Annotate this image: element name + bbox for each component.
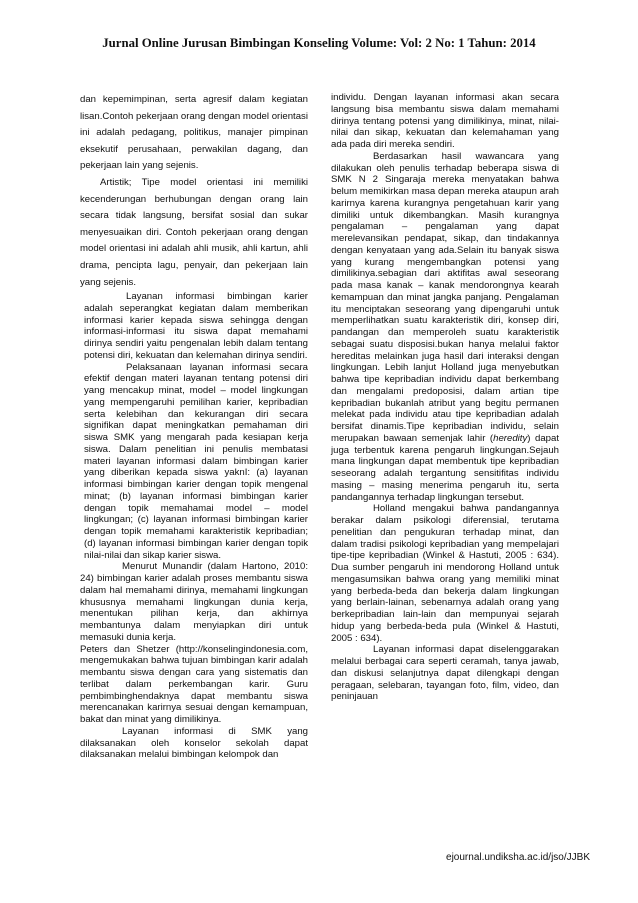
paragraph-text: Berdasarkan hasil wawancara yang dilakukan oleh penulis terhadap beberapa siswa di SMK N 2 Singaraja mereka menyatakan bahwa belum memikirkan masa depan mereka ataupun arah karirnya karena kurangnya pengetahuan karir yang dimiliki untuk dikembangkan. Masih kurangnya pengalaman – pengalaman yang dapat merelevansikan pendapat, sikap, dan tindakannya dengan kenyataan yang ada.Selain itu banyak siswa yang kurang mengembangkan potensi yang dimilikinya.sebagian dari aktifitas awal seseorang pada masa kanak – kanak mendorongnya kearah kemampuan dan minat jangka panjang. Pengalaman itu menciptakan seseorang yang dipengaruhi untuk memperlihatkan suatu karakteristik diri, konsep diri, pandangan dan memperoleh suatu karakteristik sebagai suatu disposisi.bukan hanya melalui faktor hereditas melainkan juga hasil dari interaksi dengan lingkungan. Lebih lanjut Holland juga menyebutkan bahwa tipe kepribadian individu dapat berkembang dan mengalami predoposisi, dalam artian tipe kepribadian bukanlah atribut yang begitu permanen melekat pada individu atau tipe kepribadian adalah bersifat dinamis.Tipe kepribadian individu, selain merupakan bawaan semenjak lahir (: [331, 150, 559, 444]
journal-url: ejournal.undiksha.ac.id/jso/JJBK: [446, 852, 590, 863]
paragraph: Menurut Munandir (dalam Hartono, 2010: 24) bimbingan karier adalah proses membantu siswa dalam hal memahami dirinya, memahami lingkungan khususnya memahami lingkungan dunia kerja, menentukan pilihan kerja, dan akhirnya membantunya dalam menyiapkan diri untuk memasuki dunia kerja.: [80, 561, 308, 643]
paragraph: dan kepemimpinan, serta agresif dalam kegiatan lisan.Contoh pekerjaan orang dengan model orientasi ini adalah pedagang, politikus, manajer pimpinan eksekutif perusahaan, perwakilan dagang, dan pekerjaan lain yang sejenis.: [80, 94, 308, 172]
paragraph: [331, 151, 559, 504]
journal-header: Jurnal Online Jurusan Bimbingan Konseling Volume: Vol: 2 No: 1 Tahun: 2014: [102, 36, 536, 50]
paragraph: Holland mengakui bahwa pandangannya berakar dalam psikologi diferensial, terutama penelitian dan pengukuran terhadap minat, dan dalam tradisi psikologi kepribadian yang mempelajari tipe-tipe kepribadian (Winkel & Hastuti, 2005 : 634). Dua sumber pengaruh ini mendorong Holland untuk mengasumsikan bahwa orang yang memiliki minat yang berbeda-beda dan bekerja dalam lingkungan yang berlain-lainan, sebenarnya adalah orang yang berkepribadian lain-lain dan mempunyai sejarah hidup yang berbeda-beda pula (Winkel & Hastuti, 2005 : 634).: [331, 503, 559, 644]
paragraph: Layanan informasi dapat diselenggarakan melalui berbagai cara seperti ceramah, tanya jawab, dan diskusi selanjutnya dapat dilengkapi dengan peragaan, selebaran, tayangan foto, film, video, dan peninjauan: [331, 644, 559, 703]
italic-term: heredity: [493, 432, 528, 444]
paragraph: individu. Dengan layanan informasi akan secara langsung bisa membantu siswa dalam memahami dirinya tentang potensi yang dimilikinya, minat, nilai-nilai dan sikap, kekuatan dan kelemahaman yang ada pada diri mereka sendiri.: [331, 92, 559, 150]
right-column: [331, 92, 559, 703]
paragraph: Artistik; Tipe model orientasi ini memiliki kecenderungan berhubungan dengan orang lain secara tidak langsung, bersifat sosial dan sukar menyesuaikan diri. Contoh pekerjaan orang dengan model orientasi ini adalah ahli musik, ahli kartun, ahli drama, pencipta lagu, penyair, dan pekerjaan lain yang sejenis.: [80, 176, 308, 288]
paragraph: Layanan informasi bimbingan karier adalah seperangkat kegiatan dalam memberikan informasi karier kepada siswa sehingga dengan informasi-informasi itu siswa dapat memahami dirinya sendiri yaitu pengenalan lebih dalam tentang potensi diri, kekuatan dan kelemahan dirinya sendiri.: [84, 291, 308, 361]
paragraph: Peters dan Shetzer (http://konselingindonesia.com, mengemukakan bahwa tujuan bimbingan karir adalah membantu siswa dengan cara yang sistematis dan terlibat dalam perkembangan karir. Guru pembimbinghendaknya dapat membantu siswa merencanakan karirnya sesuai dengan kemampuan, bakat dan minat yang dimilikinya.: [80, 643, 308, 726]
paragraph: Layanan informasi di SMK yang dilaksanakan oleh konselor sekolah dapat dilaksanakan melalui bimbingan kelompok dan: [80, 725, 308, 761]
left-column: [80, 92, 308, 761]
paragraph: Pelaksanaan layanan informasi secara efektif dengan materi layanan tentang potensi diri yang mencakup minat, model – model lingkungan yang mempengaruhi pemilihan karier, kepribadian serta kelebihan dan kekurangan diri secara signifikan dapat meningkatkan pemahaman diri siswa SMK yang mengarah pada kesiapan kerja siswa. Dalam penelitian ini penulis membatasi materi layanan informasi dalam bimbingan karier yang diberikan kepada siswa yaknI: (a) layanan informasi bimbingan karier dengan topik mengenal minat; (b) layanan informasi bimbingan karier dengan topik memahamai model – model lingkungan; (c) layanan informasi bimbingan karier dengan topik memahami karakteristik kepribadian; (d) layanan informasi bimbingan karier dengan topik nilai-nilai dan sikap karier siswa.: [84, 361, 308, 561]
paragraph-text: ) dapat juga terbentuk karena pengaruh lingkungan.Sejauh mana lingkungan dapat membentuk tipe kepribadian seseorang adalah tergantung sensitifitas individu masing – masing menerima pengaruh itu, serta pandangannya terhadap lingkungan tersebut.: [331, 432, 559, 503]
